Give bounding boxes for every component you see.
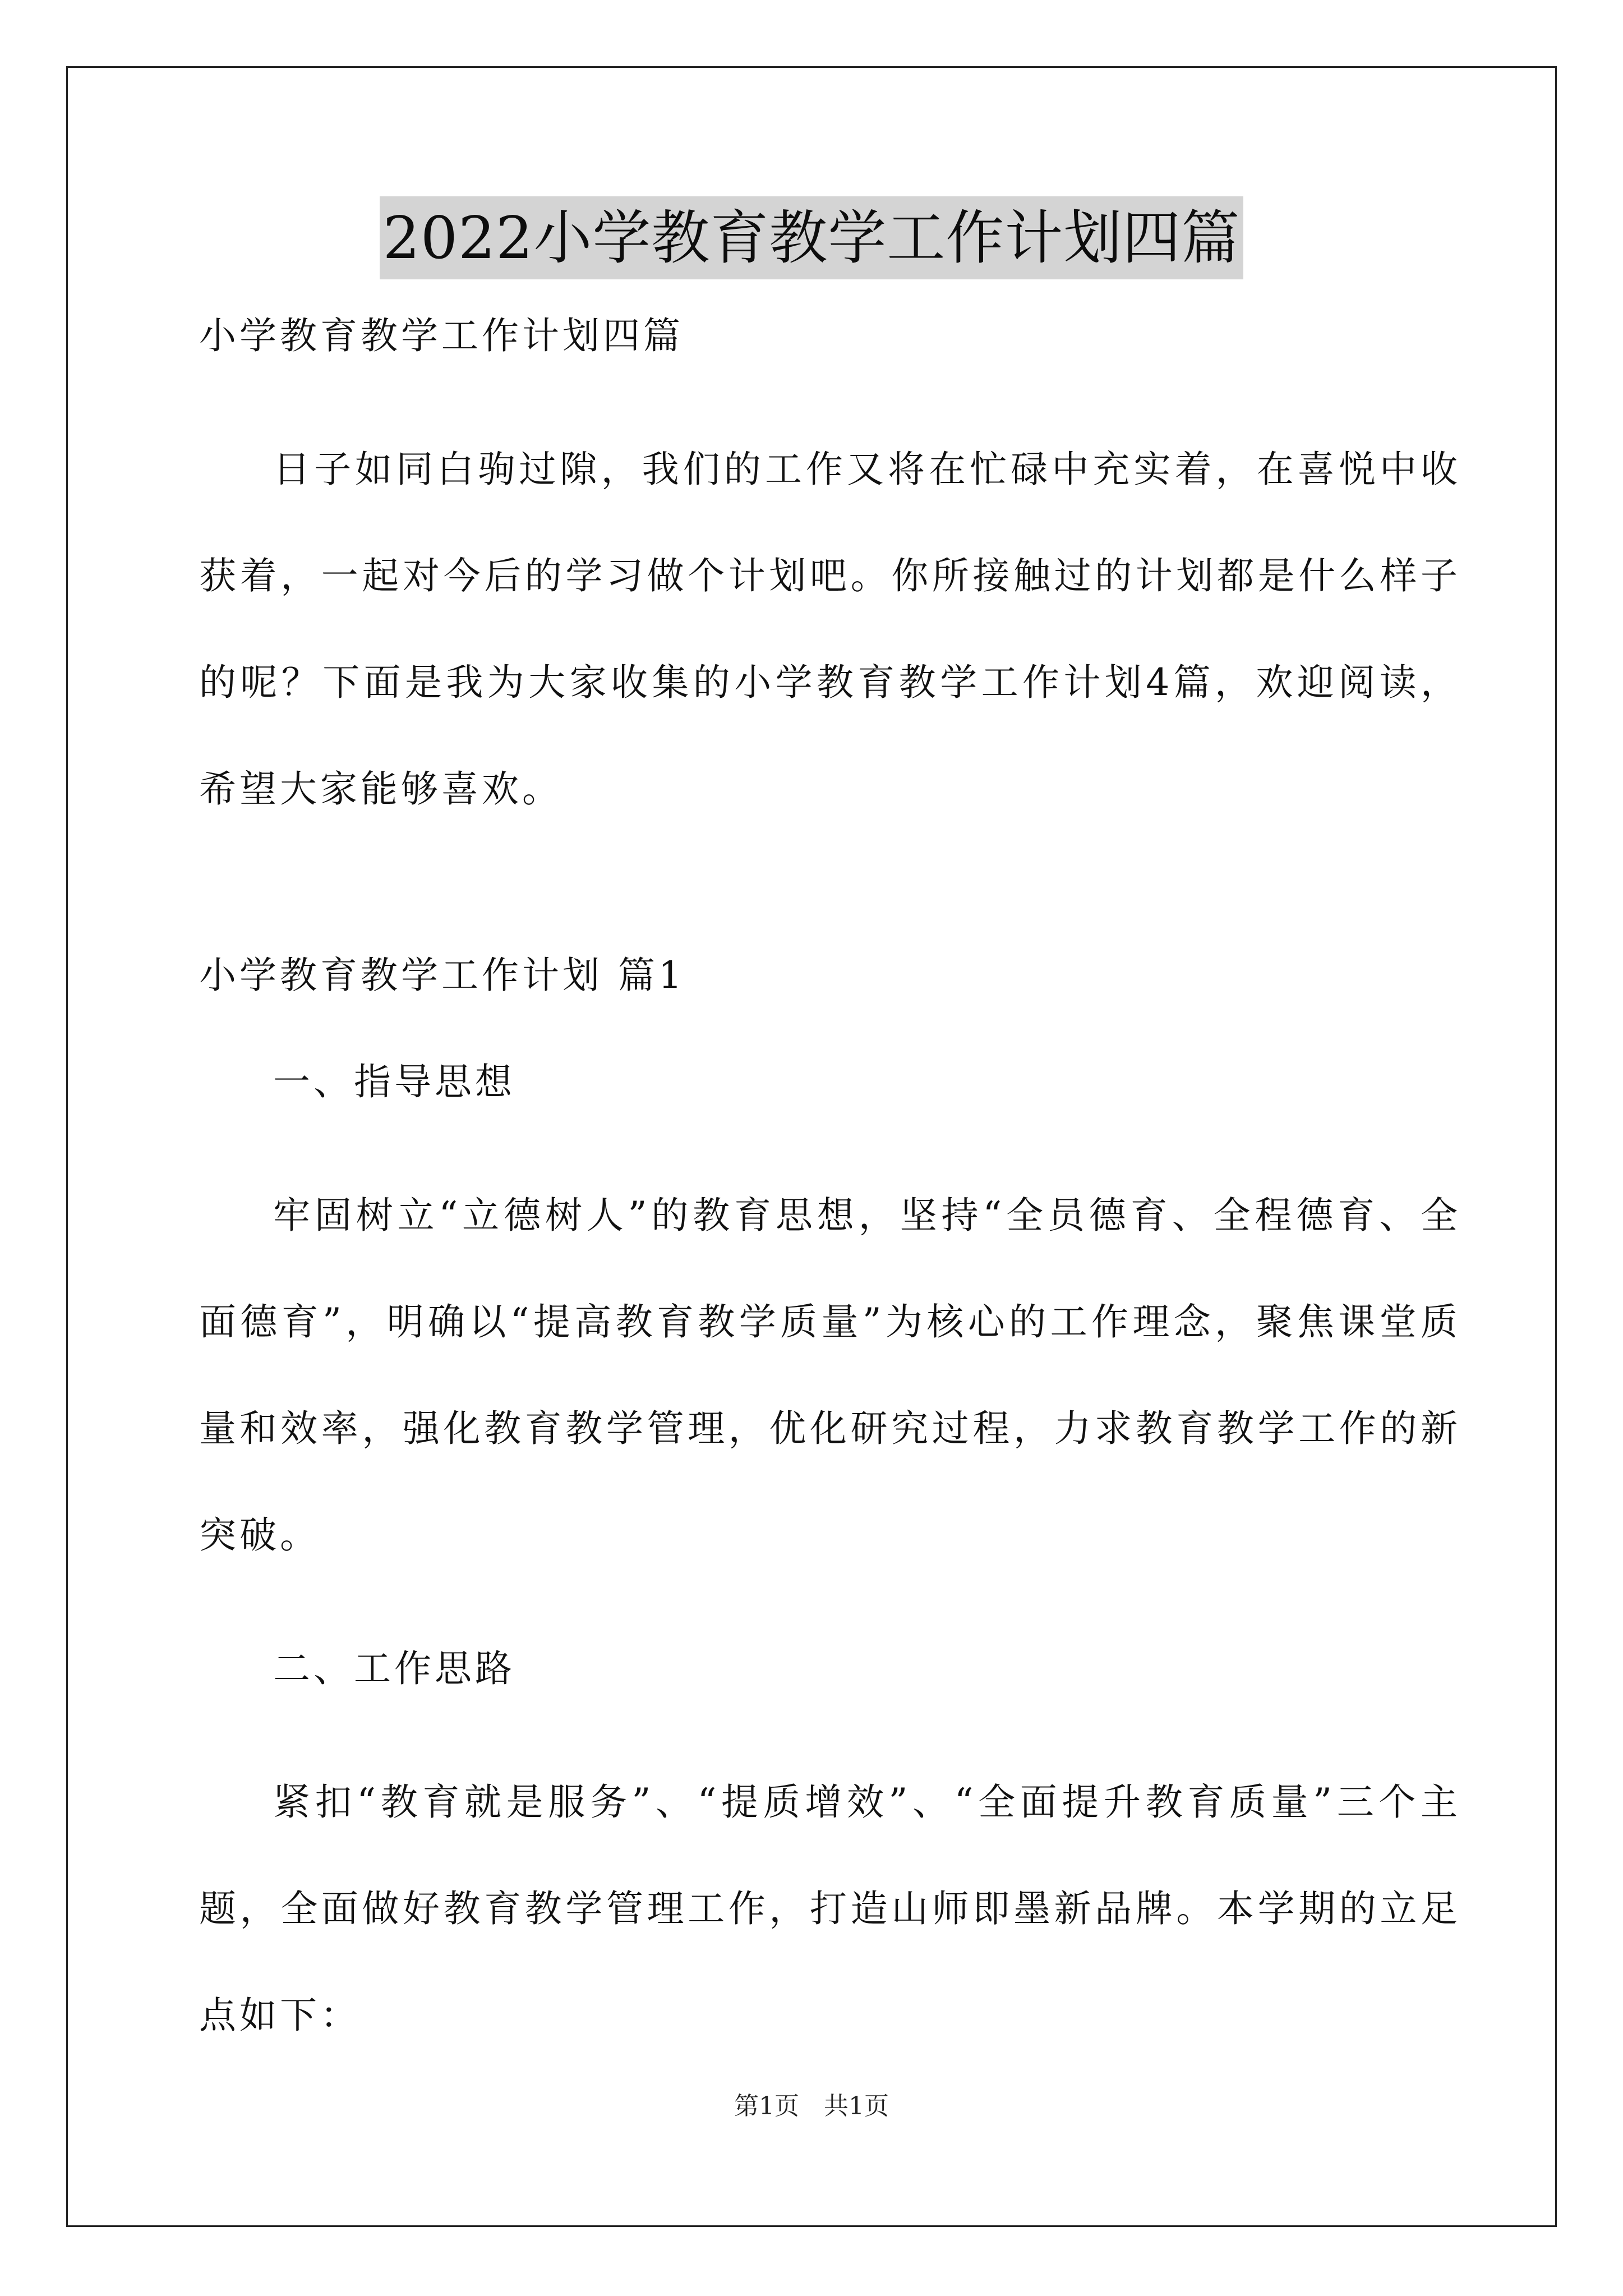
section-title: 小学教育教学工作计划 篇1 bbox=[199, 954, 685, 997]
intro-paragraph: 日子如同白驹过隙，我们的工作又将在忙碌中充实着，在喜悦中收获着，一起对今后的学习做个计划吧。你所接触过的计划都是什么样子的呢？下面是我为大家收集的小学教育教学工作计划4篇，欢迎阅读，希望大家能够喜欢。 bbox=[199, 448, 1461, 811]
heading-work-approach: 二、工作思路 bbox=[273, 1647, 515, 1690]
title-container bbox=[0, 196, 1623, 279]
document-title: 2022小学教育教学工作计划四篇 bbox=[380, 196, 1244, 279]
guiding-ideology-paragraph: 牢固树立“立德树人”的教育思想，坚持“全员德育、全程德育、全面德育”，明确以“提高教育教学质量”为核心的工作理念，聚焦课堂质量和效率，强化教育教学管理，优化研究过程，力求教育教学工作的新突破。 bbox=[199, 1194, 1461, 1557]
document-subtitle: 小学教育教学工作计划四篇 bbox=[199, 314, 684, 357]
work-approach-paragraph: 紧扣“教育就是服务”、“提质增效”、“全面提升教育质量”三个主题，全面做好教育教学管理工作，打造山师即墨新品牌。本学期的立足点如下： bbox=[199, 1780, 1461, 2037]
document-body bbox=[199, 310, 1461, 2069]
heading-guiding-ideology: 一、指导思想 bbox=[273, 1060, 515, 1103]
page-footer: 第1页 共1页 bbox=[734, 2092, 889, 2120]
